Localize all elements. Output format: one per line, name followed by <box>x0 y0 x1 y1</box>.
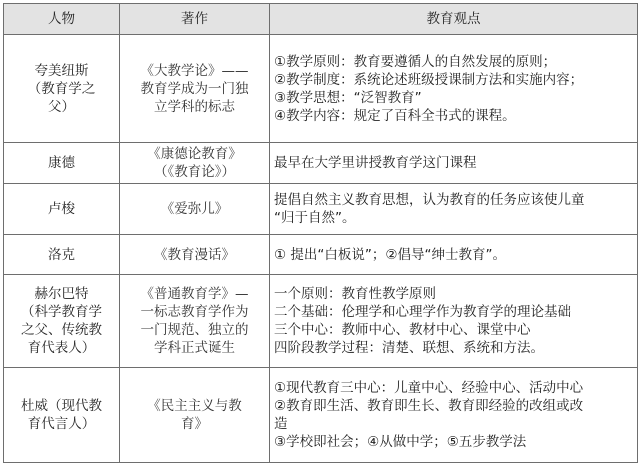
header-row <box>4 4 638 35</box>
work-text: 学科正式诞生 <box>154 340 235 356</box>
educators-table <box>3 3 638 463</box>
work-cell <box>120 35 270 143</box>
person-text: 育代表人） <box>27 340 96 356</box>
work-text: 《教育漫话》 <box>154 246 235 263</box>
person-text: 卢梭 <box>48 201 75 217</box>
table-row-herbart <box>4 275 638 368</box>
person-cell <box>4 184 120 235</box>
view-cell <box>270 368 638 463</box>
view-text: 一个原则：教育性教学原则 <box>274 286 436 302</box>
work-text: 《民主主义与教 <box>147 398 242 414</box>
header-view: 教育观点 <box>270 4 638 35</box>
person-cell <box>4 35 120 143</box>
view-cell <box>270 35 638 143</box>
header-work: 著作 <box>120 4 270 35</box>
table-row-rousseau <box>4 184 638 235</box>
work-text: 《普通教育学》— <box>140 286 249 302</box>
person-text: 康德 <box>48 155 75 171</box>
person-cell <box>4 275 120 368</box>
view-text: ②教育即生活、教育即生长、教育即经验的改组或改 <box>274 398 584 414</box>
view-cell <box>270 235 638 275</box>
view-text: ①现代教育三中心：儿童中心、经验中心、活动中心 <box>274 380 584 396</box>
work-cell <box>120 143 270 184</box>
person-text: 育代言人） <box>27 416 96 432</box>
view-text: ④教学内容：规定了百科全书式的课程。 <box>274 107 516 124</box>
view-text: 四阶段教学过程：清楚、联想、系统和方法。 <box>274 340 544 356</box>
work-text: 立学科的标志 <box>154 98 235 115</box>
person-text: 夸美纽斯 <box>34 62 89 79</box>
view-text: “归于自然”。 <box>274 210 356 226</box>
person-text: （教育学之 <box>27 80 96 97</box>
person-cell <box>4 368 120 463</box>
work-text: 《康德论教育》 <box>147 146 242 162</box>
view-text: ① 提出“白板说”；②倡导“绅士教育”。 <box>274 246 506 263</box>
person-text: 洛克 <box>48 246 75 263</box>
view-text: ③学校即社会；④从做中学；⑤五步教学法 <box>274 434 527 450</box>
person-text: 父） <box>48 98 75 115</box>
work-cell <box>120 275 270 368</box>
table-row-dewey <box>4 368 638 463</box>
work-cell <box>120 184 270 235</box>
table-row-locke <box>4 235 638 275</box>
work-text: 一标志教育学作为 <box>140 304 249 320</box>
person-text: 赫尔巴特 <box>34 286 89 302</box>
work-text: 《大教学论》—— <box>140 62 249 79</box>
work-cell <box>120 235 270 275</box>
person-text: 杜威（现代教 <box>21 398 102 414</box>
person-cell <box>4 235 120 275</box>
table-row-comenius <box>4 35 638 143</box>
view-cell <box>270 143 638 184</box>
person-text: （科学教育学 <box>21 304 102 320</box>
view-text: 提倡自然主义教育思想，认为教育的任务应该使儿童 <box>274 192 585 208</box>
work-text: 《爱弥儿》 <box>160 201 229 217</box>
view-cell <box>270 184 638 235</box>
work-cell <box>120 368 270 463</box>
view-text: 二个基础：伦理学和心理学作为教育学的理论基础 <box>274 304 571 320</box>
view-text: ①教学原则：教育要遵循人的自然发展的原则； <box>274 53 557 70</box>
work-text: 一门规范、独立的 <box>140 322 249 338</box>
view-text: ③教学思想：“泛智教育” <box>274 89 422 106</box>
person-cell <box>4 143 120 184</box>
work-text: 教育学成为一门独 <box>140 80 249 97</box>
view-cell <box>270 275 638 368</box>
header-person: 人物 <box>4 4 120 35</box>
view-text: ②教学制度：系统论述班级授课制方法和实施内容； <box>274 71 584 88</box>
view-text: 三个中心：教师中心、教材中心、课堂中心 <box>274 322 531 338</box>
table-row-kant <box>4 143 638 184</box>
work-text: （《教育论》） <box>154 164 235 180</box>
work-text: 育》 <box>181 416 208 432</box>
person-text: 之父、传统教 <box>21 322 102 338</box>
view-text: 最早在大学里讲授教育学这门课程 <box>274 155 477 171</box>
view-text: 造 <box>274 416 288 432</box>
